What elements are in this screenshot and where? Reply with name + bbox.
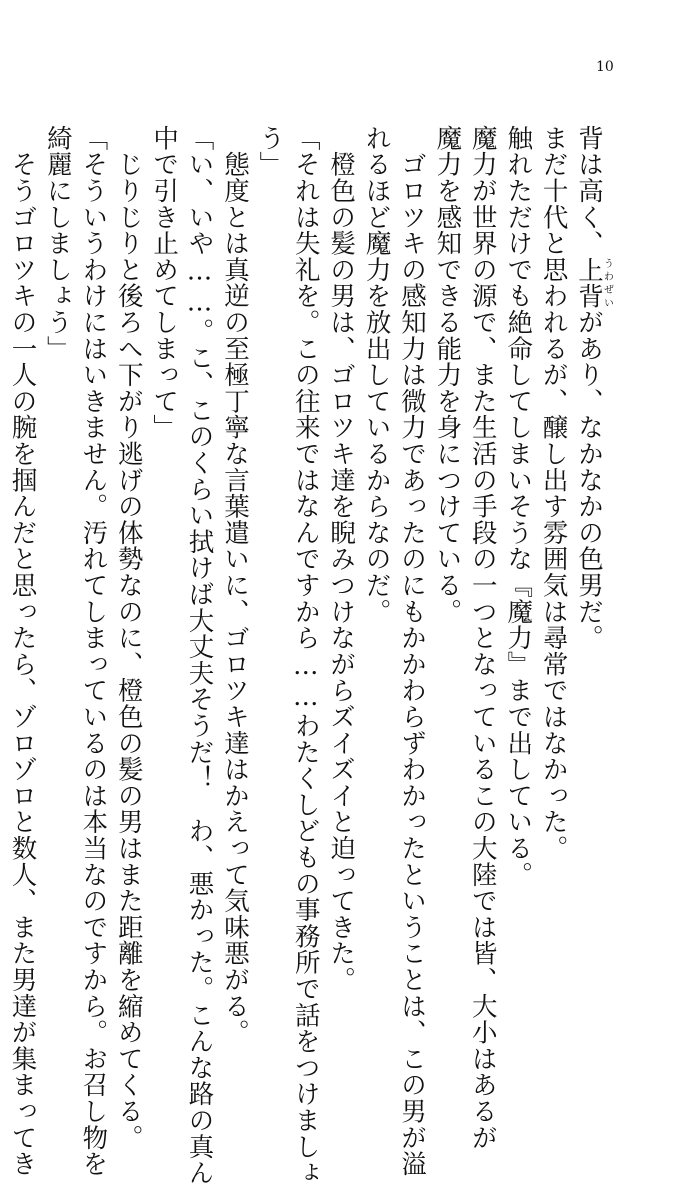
text-line (181, 125, 216, 1186)
text-segment: 「それは失礼を。この往来ではなんですから……わたくしどもの事務所で話をつけましょ (290, 125, 321, 1186)
ruby-reading: うわぜい (601, 256, 613, 310)
text-line (429, 125, 464, 955)
text-line (75, 125, 110, 1177)
text-segment: があり、なかなかの色男だ。 (574, 309, 604, 652)
text-segment: 背は高く、 (574, 125, 604, 257)
text-segment: 中で引き止めてしまって」 (149, 125, 180, 441)
page-number: 10 (596, 59, 614, 75)
text-line (110, 125, 145, 1151)
text-line (394, 125, 429, 1177)
text-line (40, 125, 75, 955)
text-line (217, 125, 252, 1046)
text-line (287, 125, 322, 1186)
text-segment: まだ十代と思われるが、醸し出す雰囲気は尋常ではなかった。 (538, 125, 569, 862)
text-line (571, 125, 612, 955)
text-segment: 「い、いや……。こ、このくらい拭けば大丈夫そうだ！ わ、悪かった。こんな路の真ん (184, 125, 215, 1186)
text-segment: 綺麗にしましょう」 (42, 125, 73, 362)
text-line (358, 125, 393, 955)
text-line (323, 125, 358, 993)
text-segment: 橙色の髪の男は、ゴロツキ達を睨みつけながらズイズイと迫ってきた。 (326, 125, 357, 993)
text-line (464, 125, 499, 1151)
text-line (4, 125, 39, 1177)
text-line (500, 125, 535, 955)
text-line (535, 125, 570, 955)
text-segment: れるほど魔力を放出しているからなのだ。 (361, 125, 392, 625)
body-text (4, 125, 613, 1186)
text-segment: 態度とは真逆の至極丁寧な言葉遣いに、ゴロツキ達はかえって気味悪がる。 (219, 125, 250, 1046)
text-segment: う」 (255, 125, 286, 178)
text-line (252, 125, 287, 955)
text-segment: 「そういうわけにはいきません。汚れてしまっているのは本当なのですから。お召し物を (78, 125, 109, 1177)
text-segment: ゴロツキの感知力は微力であったのにもかかわらずわかったということは、この男が溢 (396, 125, 427, 1177)
ruby-annotation: 上背うわぜい (574, 256, 613, 310)
text-segment: 触れただけでも絶命してしまいそうな『魔力』まで出している。 (503, 125, 534, 888)
text-segment: 魔力が世界の源で、また生活の手段の一つとなっているこの大陸では皆、大小はあるが (467, 125, 498, 1151)
text-segment: じりじりと後ろへ下がり逃げの体勢なのに、橙色の髪の男はまた距離を縮めてくる。 (113, 125, 144, 1151)
text-segment: そうゴロツキの一人の腕を掴んだと思ったら、ゾロゾロと数人、また男達が集まってき (7, 125, 38, 1177)
text-line (146, 125, 181, 955)
text-segment: 魔力を感知できる能力を身につけている。 (432, 125, 463, 625)
